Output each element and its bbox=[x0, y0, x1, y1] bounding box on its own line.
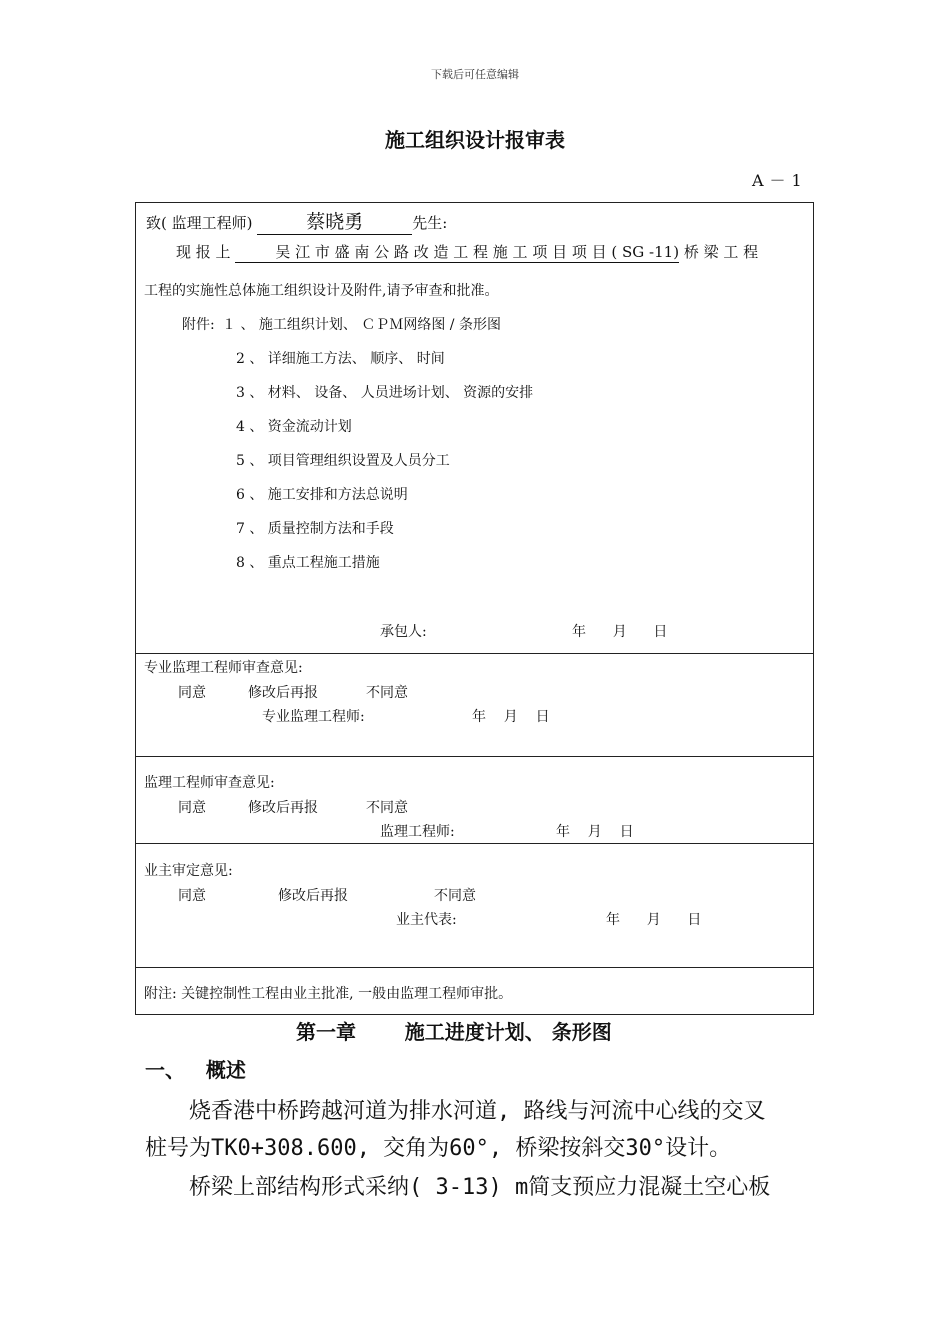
owner-revise-option: 修改后再报 bbox=[278, 888, 348, 904]
spec-signer: 专业监理工程师: bbox=[262, 709, 365, 725]
attachment-item-1: １ 、 施工组织计划、 ＣＰＭ网络图 / 条形图 bbox=[222, 317, 501, 333]
eng-review-title: 监理工程师审查意见: bbox=[144, 775, 275, 791]
paragraph-line: 桥梁上部结构形式采纳( 3-13) m简支预应力混凝土空心板 bbox=[145, 1175, 771, 1200]
paragraph-line: 烧香港中桥跨越河道为排水河道, 路线与河流中心线的交叉 bbox=[145, 1099, 766, 1124]
spec-revise-option: 修改后再报 bbox=[248, 685, 318, 701]
report-prefix: 现 报 上 bbox=[176, 243, 231, 261]
eng-signer: 监理工程师: bbox=[380, 824, 455, 840]
engineer-name: 蔡晓勇 bbox=[257, 207, 412, 235]
eng-date: 年 月 日 bbox=[556, 824, 634, 840]
addressee-prefix: 致( 监理工程师) bbox=[146, 214, 253, 232]
spec-review-title: 专业监理工程师审查意见: bbox=[144, 660, 303, 676]
owner-date: 年 月 日 bbox=[606, 912, 702, 928]
addressee-suffix: 先生: bbox=[412, 214, 448, 232]
form-code: A－1 bbox=[752, 171, 808, 190]
contractor-label: 承包人: bbox=[380, 624, 427, 640]
contractor-date: 年 月 日 bbox=[572, 624, 668, 640]
divider bbox=[136, 653, 813, 654]
addressee-line bbox=[146, 207, 447, 235]
report-line bbox=[176, 241, 808, 263]
chapter-title: 第一章 施工进度计划、 条形图 bbox=[296, 1020, 612, 1044]
report-line-2: 工程的实施性总体施工组织设计及附件,请予审查和批准。 bbox=[144, 283, 499, 299]
eng-disagree-option: 不同意 bbox=[366, 800, 408, 816]
document-title: 施工组织设计报审表 bbox=[385, 128, 565, 152]
report-suffix: 桥 梁 工 程 bbox=[683, 243, 759, 261]
divider bbox=[136, 756, 813, 757]
paragraph-line: 桩号为TK0+308.600, 交角为60°, 桥梁按斜交30°设计。 bbox=[145, 1136, 732, 1161]
owner-disagree-option: 不同意 bbox=[434, 888, 476, 904]
owner-agree-option: 同意 bbox=[178, 888, 206, 904]
attachment-item-2: 2 、 详细施工方法、 顺序、 时间 bbox=[236, 351, 445, 367]
owner-signer: 业主代表: bbox=[396, 912, 457, 928]
eng-revise-option: 修改后再报 bbox=[248, 800, 318, 816]
attachment-item-7: 7 、 质量控制方法和手段 bbox=[236, 521, 394, 537]
attachment-item-4: 4 、 资金流动计划 bbox=[236, 419, 352, 435]
divider bbox=[136, 967, 813, 968]
section-title: 一、 概述 bbox=[145, 1058, 246, 1082]
spec-agree-option: 同意 bbox=[178, 685, 206, 701]
attachment-item-6: 6 、 施工安排和方法总说明 bbox=[236, 487, 408, 503]
attachment-item-3: 3 、 材料、 设备、 人员进场计划、 资源的安排 bbox=[236, 385, 534, 401]
spec-disagree-option: 不同意 bbox=[366, 685, 408, 701]
project-name: 吴 江 市 盛 南 公 路 改 造 工 程 施 工 项 目 项 目 ( SG -11) bbox=[235, 241, 679, 263]
divider bbox=[136, 843, 813, 844]
attachment-item-5: 5 、 项目管理组织设置及人员分工 bbox=[236, 453, 450, 469]
footnote: 附注: 关键控制性工程由业主批准, 一般由监理工程师审批。 bbox=[144, 986, 513, 1002]
eng-agree-option: 同意 bbox=[178, 800, 206, 816]
attachments-label: 附件: bbox=[182, 317, 215, 333]
spec-date: 年 月 日 bbox=[472, 709, 550, 725]
attachment-item-8: 8 、 重点工程施工措施 bbox=[236, 555, 380, 571]
owner-review-title: 业主审定意见: bbox=[144, 863, 233, 879]
review-form-table bbox=[135, 202, 814, 1015]
header-note: 下载后可任意编辑 bbox=[431, 68, 519, 81]
